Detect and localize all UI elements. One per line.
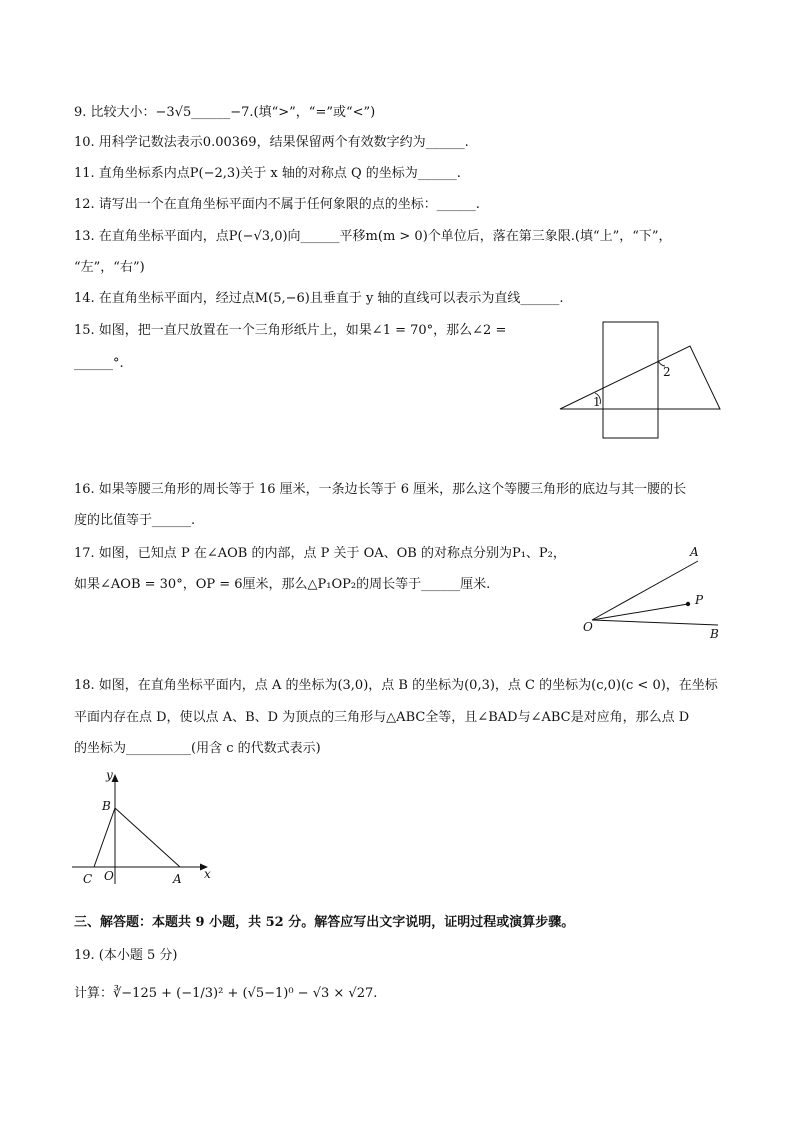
figure-15: [555, 318, 725, 444]
point-P: [686, 602, 690, 606]
ray-OB: [592, 620, 718, 625]
label-B: B: [710, 627, 719, 641]
triangle-ABC: [94, 808, 180, 867]
question-10: 10. 用科学记数法表示0.00369，结果保留两个有效数字约为______.: [74, 135, 469, 150]
question-12: 12. 请写出一个在直角坐标平面内不属于任何象限的点的坐标：______.: [74, 197, 480, 212]
label-P: P: [695, 593, 704, 607]
figure-18: [70, 766, 220, 890]
question-17-line1: 17. 如图，已知点 P 在∠AOB 的内部，点 P 关于 OA、OB 的对称点分别为P₁、P₂，: [74, 546, 566, 561]
question-16-line2: 度的比值等于______.: [74, 513, 196, 528]
question-19-body: 计算：∛−125 + (−1/3)² + (√5−1)⁰ − √3 × √27.: [74, 986, 378, 1001]
label-A: A: [173, 872, 182, 886]
label-O: O: [104, 869, 114, 883]
question-18-line1: 18. 如图，在直角坐标平面内，点 A 的坐标为(3,0)，点 B 的坐标为(0,3)，点 C 的坐标为(c,0)(c < 0)，在坐标: [74, 678, 718, 693]
ruler-shape: [603, 322, 658, 438]
question-17-line2: 如果∠AOB = 30°，OP = 6厘米，那么△P₁OP₂的周长等于______厘米.: [74, 577, 491, 592]
question-14: 14. 在直角坐标平面内，经过点M(5,−6)且垂直于 y 轴的直线可以表示为直线______.: [74, 291, 564, 306]
triangle-shape: [560, 346, 720, 409]
label-O: O: [583, 620, 593, 634]
angle-2-label: 2: [663, 365, 671, 379]
label-B: B: [102, 799, 111, 813]
question-19-header: 19. (本小题 5 分): [74, 948, 178, 963]
question-13-line2: “左”，“右”): [74, 260, 145, 275]
angle-1-label: 1: [593, 395, 601, 409]
question-13-line1: 13. 在直角坐标平面内，点P(−√3,0)向______平移m(m > 0)个单位后，落在第三象限.(填“上”，“下”，: [74, 229, 672, 244]
question-11: 11. 直角坐标系内点P(−2,3)关于 x 轴的对称点 Q 的坐标为______.: [74, 166, 461, 181]
label-C: C: [83, 872, 93, 886]
figure-17: [580, 543, 730, 643]
question-16-line1: 16. 如果等腰三角形的周长等于 16 厘米，一条边长等于 6 厘米，那么这个等腰三角形的底边与其一腰的长: [74, 482, 687, 497]
section-3-title: 三、解答题：本题共 9 小题，共 52 分。解答应写出文字说明，证明过程或演算步骤。: [74, 915, 575, 930]
label-A: A: [690, 545, 699, 559]
question-18-line3: 的坐标为__________(用含 c 的代数式表示): [74, 741, 321, 756]
question-15-line1: 15. 如图，把一直尺放置在一个三角形纸片上，如果∠1 = 70°，那么∠2 =: [74, 323, 507, 338]
label-y: y: [106, 768, 113, 782]
question-15-line2: ______°.: [74, 356, 124, 371]
question-18-line2: 平面内存在点 D，使以点 A、B、D 为顶点的三角形与△ABC全等，且∠BAD与∠ABC是对应角，那么点 D: [74, 710, 690, 725]
question-9: 9. 比较大小：−3√5______−7.(填“>”，“=”或“<”): [74, 105, 376, 120]
label-x: x: [204, 867, 211, 881]
